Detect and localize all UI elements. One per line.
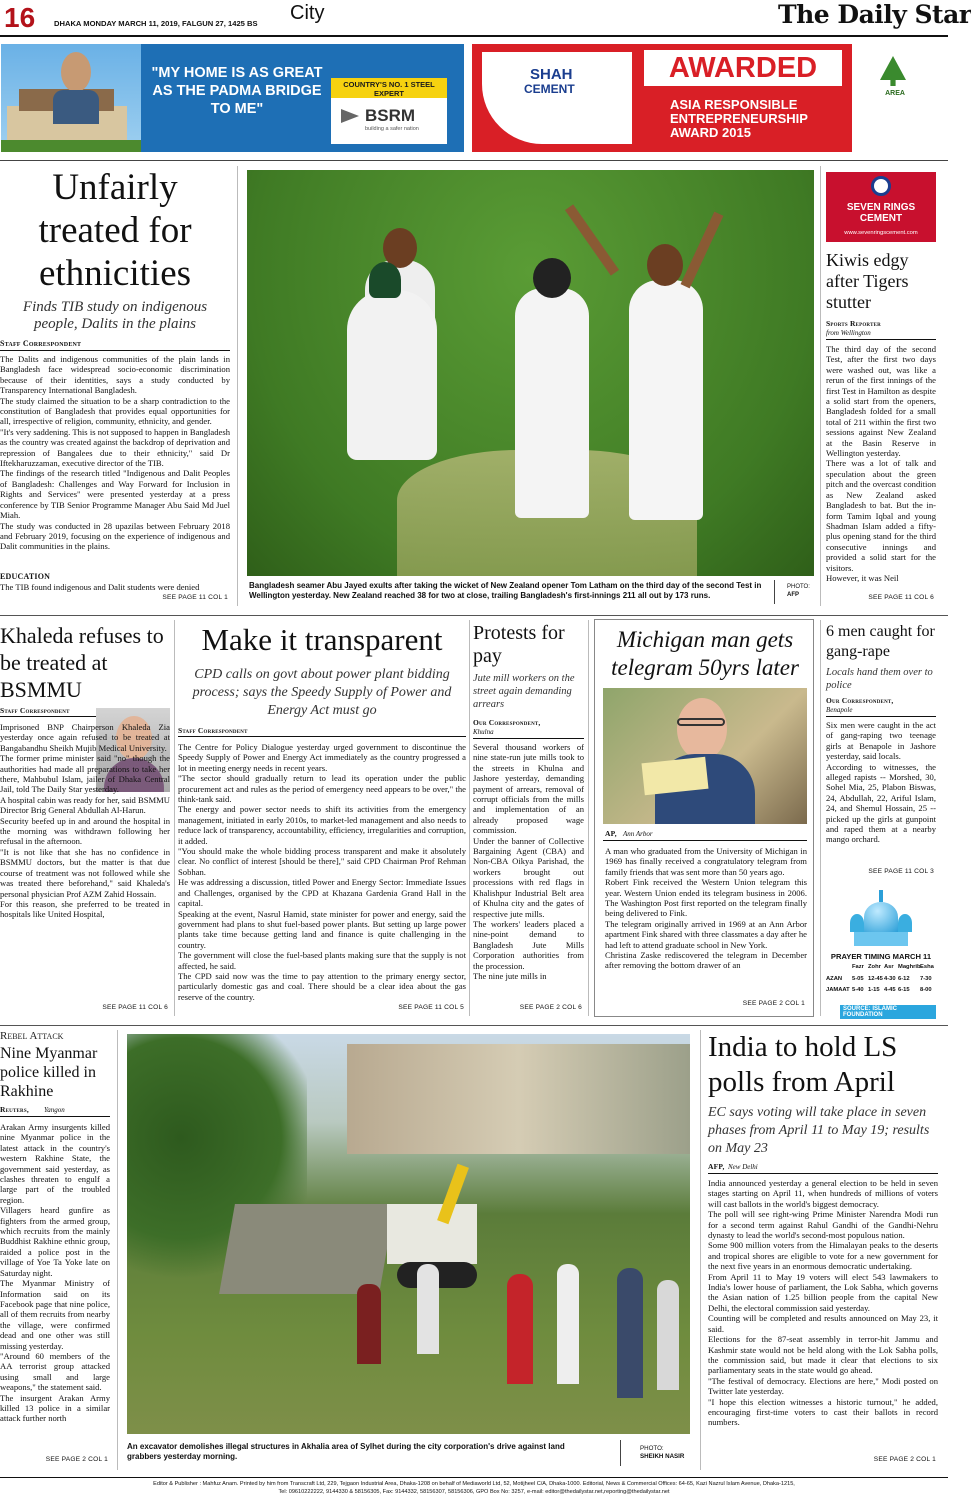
- bsrm-tag: COUNTRY'S NO. 1 STEEL EXPERT: [331, 78, 447, 100]
- shah-brand1: SHAH: [530, 66, 573, 83]
- page-number: 16: [4, 2, 36, 33]
- prayer-cell: AZAN: [826, 976, 843, 982]
- bowler-jayed: [629, 280, 703, 520]
- byline-gangrape: Our Correspondent,: [826, 696, 894, 705]
- prayer-cell: 12-45: [868, 976, 883, 982]
- ad-illustration: [1, 44, 141, 152]
- headline-michigan: Michigan man gets telegram 50yrs later: [611, 627, 799, 680]
- bsrm-quote: "MY HOME IS AS GREAT AS THE PADMA BRIDGE TO ME": [151, 65, 323, 117]
- kicker-myanmar: Rebel Attack: [0, 1030, 64, 1042]
- story-khaleda: [0, 622, 170, 1017]
- cricket-photo: [247, 170, 814, 576]
- bsrm-brand: BSRM: [365, 106, 416, 125]
- footer-line1: Editor & Publisher : Mahfuz Anam. Printed by him from Transcraft Ltd, 229, Tejgaon Industrial Area, Dhaka-1208 on behalf of Mediaworld Ltd, 52, Motijheel C/A, Dhaka-1000. Editorial, News & Commercial Offices: 64-65, Kazi Nazrul Islam Avenue, Dhaka-1215,: [153, 1481, 795, 1487]
- headline-kiwis: Kiwis edgy after Tigers stutter: [826, 250, 909, 312]
- seven-rings-url: www.sevenringscement.com: [844, 230, 918, 236]
- shah-brand2: CEMENT: [524, 82, 575, 96]
- see-page-kiwis[interactable]: SEE PAGE 11 COL 6: [868, 594, 934, 601]
- shah-logo-box: [482, 52, 632, 144]
- headline-myanmar: Nine Myanmar police killed in Rakhine: [0, 1045, 98, 1100]
- deck-gangrape: Locals hand them over to police: [826, 667, 933, 691]
- sylhet-credit: SHEIKH NASIR: [640, 1453, 685, 1460]
- byline-protests: Our Correspondent,: [473, 718, 541, 727]
- awarded-banner: AWARDED: [644, 50, 842, 86]
- headline-khaleda: Khaleda refuses to be treated at BSMMU: [0, 623, 164, 702]
- story-india: [708, 1030, 938, 1470]
- byline-india: AFP,: [708, 1162, 725, 1171]
- byline-khaleda: Staff Correspondent: [0, 706, 70, 715]
- byline-cpd: Staff Correspondent: [178, 726, 248, 735]
- player-kneeling: [347, 290, 437, 460]
- prayer-header: Maghrib: [898, 964, 921, 970]
- prayer-header: Zohr: [868, 964, 881, 970]
- byline-michigan: AP,: [605, 829, 617, 838]
- story-kiwis: [826, 250, 936, 606]
- footer-imprint: [0, 1480, 948, 1500]
- seven-rings-logo-icon: [871, 176, 891, 196]
- buildings-bg: [347, 1044, 690, 1154]
- seven-rings-name: SEVEN RINGS CEMENT: [846, 202, 916, 224]
- prayer-cell: 7-30: [920, 976, 932, 982]
- deck-protests: Jute mill workers on the street again demanding arrears: [473, 673, 575, 710]
- see-page-gangrape[interactable]: SEE PAGE 11 COL 3: [868, 868, 934, 875]
- prayer-cell: 4-30: [884, 976, 896, 982]
- see-page-india[interactable]: SEE PAGE 2 COL 1: [873, 1456, 936, 1463]
- bsrm-ad[interactable]: [1, 44, 464, 152]
- michigan-photo: [603, 688, 807, 824]
- headline-gangrape: 6 men caught for gang-rape: [826, 623, 935, 660]
- seven-rings-ad[interactable]: [826, 172, 936, 242]
- body-kiwis: The third day of the second Test, after the first two days were washed out, was like a rerun of the first innings of the first Test in Hamilton as despite a solid start from the openers, Bangladesh folded for a small total of 211 within the first two sessions against New Zealand at the Basin Reserve in Wellington yesterday. There was a lot of talk and speculation about the green pitch and the overcast condition as New Zealand asked Bangladesh to bat. But the in-form Tamim Iqbal and young Shadman Islam added a fifty-plus opening stand for the third consecutive innings and provided a solid start for the visitors. However, it was Neil: [826, 344, 936, 583]
- see-page-myanmar[interactable]: SEE PAGE 2 COL 1: [45, 1456, 108, 1463]
- body-cpd: The Centre for Policy Dialogue yesterday urged government to discontinue the Speedy Supply of Power and Energy Act immediately as the country progressed a lot in meeting energy needs in recent years. "The sector should gradually return to lead its operation under the public procurement act and rules as the period of emergency need appears to be over," the think-tank said. The energy and power sector needs to shift its activities from the emergency management, initiated in early 2010s, to market-led management and also needs to reduce lack of transparency, accountability, efficiency, irregularities and corruption, it added. "You should make the whole bidding process transparent and make it absolutely clear. No conflict of interest [should be there]," said CPD Chairman Prof Rehman Sobhan. He was addressing a discussion, titled Power and Energy Sector: Immediate Issues and Challenges, organised by the CPD at Khazana Gardenia Grand Hall in the capital. Speaking at the event, Nasrul Hamid, state minister for power and energy, said the government had plans to shut fuel-based power plants. But setting up large power plants take time because getting land and finance is quite challenging in the country. The government will close the fuel-based plants making sure that the supply is not affected, he said. The CPD said now was the time to pay attention to the primary energy sector, particularly domestic gas and coal. There should be a clear idea about the gas reserve of the country.: [178, 742, 466, 1002]
- prayer-cell: 5-05: [852, 976, 864, 982]
- prayer-timing-box: [826, 884, 936, 1020]
- headline-cpd: Make it transparent: [201, 622, 443, 657]
- prayer-source: SOURCE: ISLAMIC FOUNDATION: [840, 1005, 936, 1019]
- story-michigan: [594, 619, 814, 1017]
- prayer-header: Asr: [884, 964, 894, 970]
- masthead: [0, 0, 971, 36]
- body-michigan: A man who graduated from the University of Michigan in 1969 has finally received a congratulatory telegram from family friends that was sent more than 50 years ago. Robert Fink received the Western Union telegram this year. Western Union ended its telegram business in 2006. The Washington Post first reported on the telegram finally being delivered to Fink. The telegram originally arrived in 1969 at an Ann Arbor apartment Fink shared with three classmates a day after he had left to attend graduate school in New York. Christina Zaske rediscovered the telegram in December after removing the bottom drawer of an: [605, 846, 807, 971]
- headline-protests: Protests for pay: [473, 622, 565, 667]
- deck-cpd: CPD calls on govt about power plant bidding process; says the Speedy Supply of Power and Energy Act must go: [192, 667, 452, 718]
- place-protests: Khulna: [473, 728, 494, 736]
- prayer-cell: 5-40: [852, 987, 864, 993]
- byline-kiwis: Sports Reporter: [826, 319, 881, 328]
- headline-india: India to hold LS polls from April: [708, 1031, 898, 1098]
- prayer-header: Fazr: [852, 964, 864, 970]
- area-label: AREA: [885, 90, 905, 97]
- place-michigan: Ann Arbor: [623, 830, 653, 838]
- prayer-cell: JAMAAT: [826, 987, 850, 993]
- body-tib: The Dalits and indigenous communities of the plain lands in Bangladesh face widespread socio-economic discrimination because of their identities, says a study conducted by Transparency International Bangladesh. The study claimed the situation to be a sharp contradiction to the constitution of Bangladesh that provides equal opportunities for all, irrespective of religion, community, ethnicity, and gender. "It's very saddening. This is not supposed to happen in Bangladesh as the country was created against the backdrop of deprivation and repression of Bangalees due to their ethnicity," said Dr Iftekharuzzaman, executive director of the TIB. The findings of the research titled "Indigenous and Dalit Peoples of Bangladesh: Challenges and Way Forward for Inclusion in Rights and Services" were presented yesterday at a press conference by TIB Senior Programme Manager Abu Said Md Juel Miah. The study was conducted in 28 upazilas between February 2018 and February 2019, focusing on the experience of indigenous and Dalit communities in the plains.: [0, 354, 230, 552]
- bsrm-mark-icon: [341, 109, 359, 123]
- sylhet-credit-label: PHOTO:: [640, 1445, 664, 1452]
- story-protests: [473, 622, 584, 1017]
- dateline: DHAKA MONDAY MARCH 11, 2019, FALGUN 27, 1425 BS: [54, 19, 258, 28]
- daily-star-logo: The Daily Star: [778, 0, 971, 29]
- see-page-cpd[interactable]: SEE PAGE 11 COL 5: [398, 1004, 464, 1011]
- prayer-cell: 6-12: [898, 976, 910, 982]
- area-logo-box: [852, 44, 938, 152]
- place-myanmar: Yangon: [44, 1106, 65, 1114]
- sylhet-caption: An excavator demolishes illegal structures in Akhalia area of Sylhet during the city corporation's drive against land grabbers yesterday morning.: [127, 1442, 565, 1461]
- body-gangrape: Six men were caught in the act of gang-raping two teenage girls at Benapole in Jashore yesterday, said locals. According to witnesses, the alleged rapists -- Morshed, 30, Sohel Mia, 25, Plabon Biswas, 24, Abdullah, 22, Ariful Islam, 24, and Shemul Hossain, 25 -- picked up the girls at gunpoint and raped them at a nearby mango orchard.: [826, 720, 936, 845]
- deck-india: EC says voting will take place in seven phases from April 11 to May 19; results on May 23: [708, 1105, 930, 1156]
- place-india: New Delhi: [728, 1163, 758, 1171]
- prayer-header: Esha: [920, 964, 934, 970]
- place-gangrape: Benapole: [826, 706, 853, 714]
- place-kiwis: from Wellington: [826, 329, 871, 337]
- footer-line2: Tel: 09610222222, 9144330 & 58156305, Fax: 9144332, 58156307, 58156306, GPO Box No: 3257, e-mail: editor@thedailystar.net,reporting@thedailystar.net: [278, 1489, 670, 1495]
- body-khaleda: Imprisoned BNP Chairperson Khaleda Zia yesterday once again refused to be treated at Bangabandhu Sheikh Mujib Medical University. The former prime minister said "no" though the authorities had made all preparations to take her there, Mahbubul Islam, jailer of Dhaka Central Jail, told The Daily Star yesterday. A hospital cabin was ready for her, said BSMMU Director Brig General Abdullah Al-Harun. Security beefed up in and around the hospital in the morning was withdrawn following her refusal in the afternoon. "It is not like that she has no confidence in BSMMU doctors, but the matter is that due course of treatment was not followed while she was treated there beforehand," said Khaleda's personal physician Prof AZM Zahid Hossain. For this reason, she preferred to be treated in hospitals like United Hospital,: [0, 722, 170, 920]
- see-page-tib[interactable]: SEE PAGE 11 COL 1: [162, 594, 228, 601]
- see-page-protests[interactable]: SEE PAGE 2 COL 6: [519, 1004, 582, 1011]
- award-text: ASIA RESPONSIBLE ENTREPRENEURSHIP AWARD 2015: [670, 97, 808, 140]
- area-tree-icon: [880, 56, 906, 86]
- story-tib: [0, 166, 230, 606]
- prayer-cell: 4-45: [884, 987, 896, 993]
- story-gangrape: [826, 622, 936, 880]
- prayer-table: [826, 964, 936, 1000]
- byline-myanmar: Reuters,: [0, 1105, 29, 1114]
- section-name: City: [290, 2, 325, 24]
- sylhet-photo: [127, 1034, 690, 1434]
- prayer-cell: 8-00: [920, 987, 932, 993]
- story-cpd: [178, 622, 466, 1017]
- byline-tib: Staff Correspondent: [0, 339, 82, 348]
- cricket-credit: AFP: [787, 592, 799, 598]
- subhead-education: EDUCATION: [0, 572, 51, 581]
- prayer-cell: 6-15: [898, 987, 910, 993]
- deck-tib: Finds TIB study on indigenous people, Dalits in the plains: [22, 299, 208, 332]
- batsman-nz: [515, 288, 589, 518]
- cricket-caption: Bangladesh seamer Abu Jayed exults after taking the wicket of New Zealand opener Tom Latham on the third day of the second Test in Wellington yesterday. New Zealand reached 38 for two at close, trailing Bangladesh's first-innings 211 all out by 173 runs.: [249, 581, 762, 600]
- crowd: [357, 1264, 687, 1424]
- see-page-michigan[interactable]: SEE PAGE 2 COL 1: [742, 1000, 805, 1007]
- see-page-khaleda[interactable]: SEE PAGE 11 COL 6: [102, 1004, 168, 1011]
- body-myanmar: Arakan Army insurgents killed nine Myanmar police in the latest attack in the country's western Rakhine State, the government said yesterday, as clashes threaten to engulf a large part of the troubled region. Villagers heard gunfire as fighters from the armed group, which recruits from the mainly Buddhist Rakhine ethnic group, raided a police post in the village of Yoe Ta Yoke late on Saturday night. The Myanmar Ministry of Information said on its Facebook page that nine police, all of them recruits from nearby the village, were confirmed dead and one other was still missing yesterday. "Around 60 members of the AA terrorist group attacked using small and large weapons," the statement said. The insurgent Arakan Army killed 13 police in a similar attack further north: [0, 1122, 110, 1424]
- mosque-icon: [850, 884, 912, 948]
- story-myanmar: [0, 1030, 110, 1470]
- shah-cement-ad[interactable]: [472, 44, 938, 152]
- body-india: India announced yesterday a general election to be held in seven stages starting on April 11, when hundreds of millions of voters will cast ballots in the world's biggest democracy. The poll will see right-wing Prime Minister Narendra Modi run for a second term against Rahul Gandhi of the Gandhi-Nehru dynasty to lead the world's second-most populous nation. Some 900 million voters from the Himalayan peaks to the deserts and tropical shores are eligible to vote for a new government for the next five years in an enormous democratic undertaking. From April 11 to May 19 voters will elect 543 lawmakers to India's lower house of parliament, the Lok Sabha, which governs the Asian nation of 1.25 billion people from the capital New Delhi, the electoral commission said yesterday. Counting will be completed and results announced on May 23, it said. Elections for the 87-seat assembly in terror-hit Jammu and Kashmir state would not be held along with the Lok Sabha polls, the commission said, but made it clear that elections to six parliamentary seats in the state would go ahead. "The festival of democracy. Elections are here," Modi posted on Twitter late yesterday. "I hope this election witnesses a historic turnout," he added, encouraging first-time voters to cast their ballots in record numbers.: [708, 1178, 938, 1428]
- body2-tib: The TIB found indigenous and Dalit students were denied: [0, 582, 200, 592]
- prayer-title: PRAYER TIMING MARCH 11: [830, 952, 932, 961]
- body-protests: Several thousand workers of nine state-run jute mills took to the streets in Khulna and Jashore yesterday, demanding payment of arrears, removal of corrupt officials from the mills and implementation of an already proposed wage commission. Under the banner of Collective Bargaining Agent (CBA) and Non-CBA Oikya Parishad, the workers brought out processions with red flags in Khalishpur Industrial Belt area of Khulna city and the gates of respective jute mills. The workers' leaders placed a nine-point demand to Bangladesh Jute Mills Corporation authorities from the procession. The nine jute mills in: [473, 742, 584, 981]
- cricket-credit-label: PHOTO:: [787, 584, 810, 590]
- bsrm-brand-sub: building a safer nation: [365, 126, 419, 132]
- bsrm-logo-box: [331, 98, 447, 144]
- headline-tib: Unfairly treated for ethnicities: [38, 167, 192, 294]
- prayer-cell: 1-15: [868, 987, 880, 993]
